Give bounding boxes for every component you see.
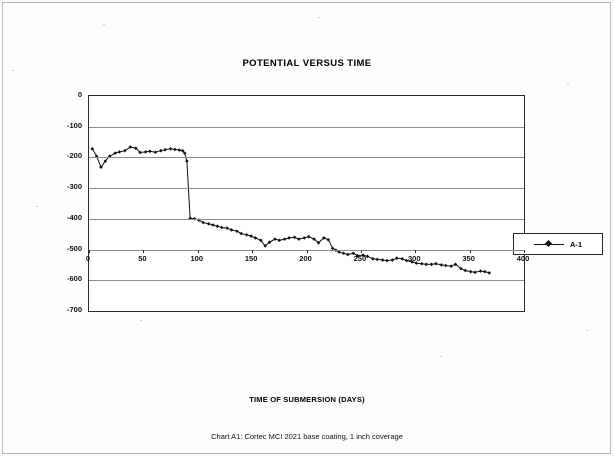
scan-speckle [36,206,38,207]
figure-caption: Chart A1: Cortec MCI 2021 base coating, 1 inch coverage [211,432,403,441]
scan-speckle [567,84,569,85]
y-gridline [89,127,524,128]
x-tick-mark [307,250,308,253]
chart-legend [513,233,603,255]
scan-speckle [12,70,14,71]
x-tick-mark [252,250,253,253]
y-gridline [89,188,524,189]
x-tick-mark [143,250,144,253]
x-tick-mark [361,250,362,253]
scan-speckle [140,320,142,321]
scan-speckle [586,330,588,331]
y-tick-label: -300 [66,182,82,192]
y-tick-label: 0 [77,90,82,99]
y-tick-label: -700 [66,305,82,314]
scan-speckle [318,17,320,18]
legend-marker-icon [534,240,564,249]
x-tick-mark [415,250,416,253]
scan-speckle [103,24,105,25]
y-tick-label: -200 [66,151,82,161]
y-gridline [89,157,524,158]
legend-label: A-1 [569,239,583,249]
x-tick-label: 400 [516,253,530,263]
x-tick-label: 0 [85,253,91,263]
x-tick-label: 100 [190,253,203,263]
y-gridline [89,219,524,220]
x-tick-label: 300 [407,253,421,263]
y-gridline [89,280,524,281]
x-tick-label: 50 [138,253,147,263]
plot-area [88,95,583,312]
x-tick-label: 200 [299,253,312,263]
x-tick-label: 250 [353,253,367,263]
series-a-1 [89,96,524,311]
x-tick-mark [89,250,90,253]
x-tick-mark [524,250,525,253]
chart-title: POTENTIAL VERSUS TIME [242,58,372,69]
x-tick-label: 350 [462,253,475,263]
x-tick-mark [470,250,471,253]
y-tick-label: -100 [66,120,82,130]
x-tick-mark [198,250,199,253]
y-tick-label: -400 [66,212,82,222]
y-tick-label: -600 [66,274,82,284]
y-tick-label: -500 [66,243,82,253]
scan-speckle [440,356,442,357]
x-tick-label: 150 [244,253,258,263]
x-axis-label: TIME OF SUBMERSION (DAYS) [249,395,365,404]
